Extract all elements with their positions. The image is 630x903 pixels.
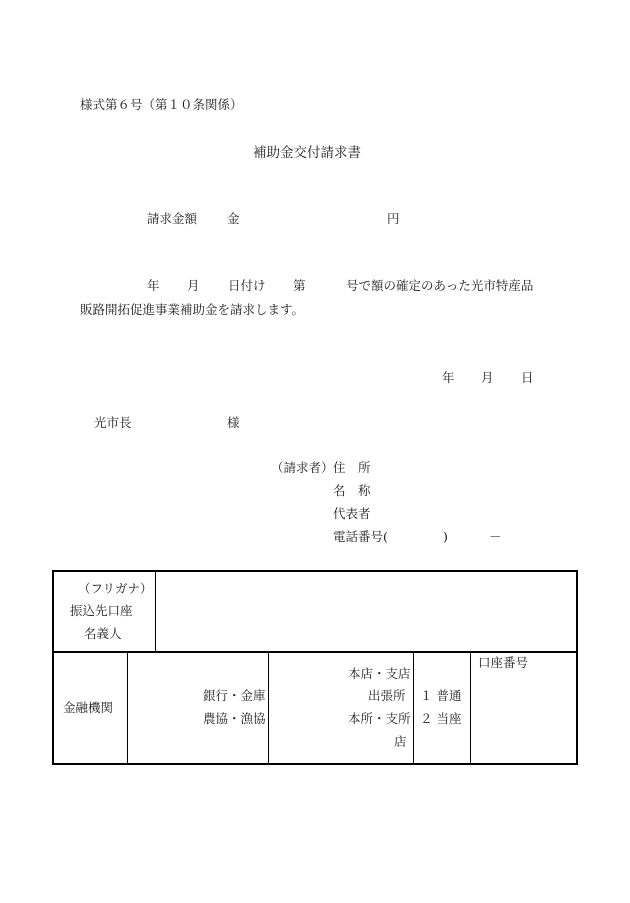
- bank-col-divider-3: [413, 652, 414, 764]
- body-year: 年: [147, 278, 160, 293]
- amount-unit: 円: [387, 211, 400, 226]
- form-number: 様式第６号（第１０条関係）: [80, 97, 243, 112]
- bank-col-divider-1: [127, 652, 128, 764]
- requester-phone-dash: －: [489, 529, 502, 544]
- requester-name-label: 名 称: [333, 483, 371, 498]
- body-dated: 日付け: [228, 278, 266, 293]
- requester-phone-close: ): [443, 529, 448, 544]
- branch-line4: 店: [394, 734, 407, 749]
- requester-representative-label: 代表者: [333, 506, 371, 521]
- date-year: 年: [442, 370, 455, 385]
- branch-line1: 本店・支店: [348, 666, 411, 681]
- document-title: 補助金交付請求書: [253, 145, 361, 161]
- bank-col-divider-2: [268, 652, 269, 764]
- date-day: 日: [521, 370, 534, 385]
- holder-transfer-label: 振込先口座: [70, 603, 133, 618]
- bank-type-line1: 銀行・金庫: [203, 688, 266, 703]
- amount-prefix: 金: [227, 211, 240, 226]
- requester-tag: （請求者）: [271, 460, 334, 475]
- requester-phone-label: 電話番号(: [333, 529, 388, 544]
- bank-label: 金融機関: [63, 700, 114, 715]
- bank-col-divider-4: [470, 652, 471, 764]
- holder-column-divider: [155, 571, 156, 652]
- table-row-divider: [52, 651, 578, 653]
- branch-line2: 出張所: [368, 688, 406, 703]
- holder-name-label: 名義人: [84, 626, 122, 641]
- account-type-current: ２ 当座: [420, 711, 462, 726]
- amount-label: 請求金額: [147, 211, 198, 226]
- holder-furigana-label: （フリガナ）: [78, 581, 153, 596]
- account-type-ordinary: １ 普通: [420, 688, 462, 703]
- body-month: 月: [187, 278, 200, 293]
- body-line2: 販路開拓促進事業補助金を請求します。: [80, 302, 305, 317]
- bank-type-line2: 農協・漁協: [203, 711, 266, 726]
- date-month: 月: [481, 370, 494, 385]
- branch-line3: 本所・支所: [348, 711, 411, 726]
- requester-address-label: 住 所: [333, 460, 371, 475]
- addressee-name: 光市長: [94, 415, 132, 430]
- account-holder-input[interactable]: [157, 572, 576, 650]
- addressee-honorific: 様: [227, 415, 240, 430]
- body-dai: 第: [293, 278, 306, 293]
- account-number-label: 口座番号: [478, 655, 529, 670]
- body-line1-rest: 号で額の確定のあった光市特産品: [346, 278, 534, 293]
